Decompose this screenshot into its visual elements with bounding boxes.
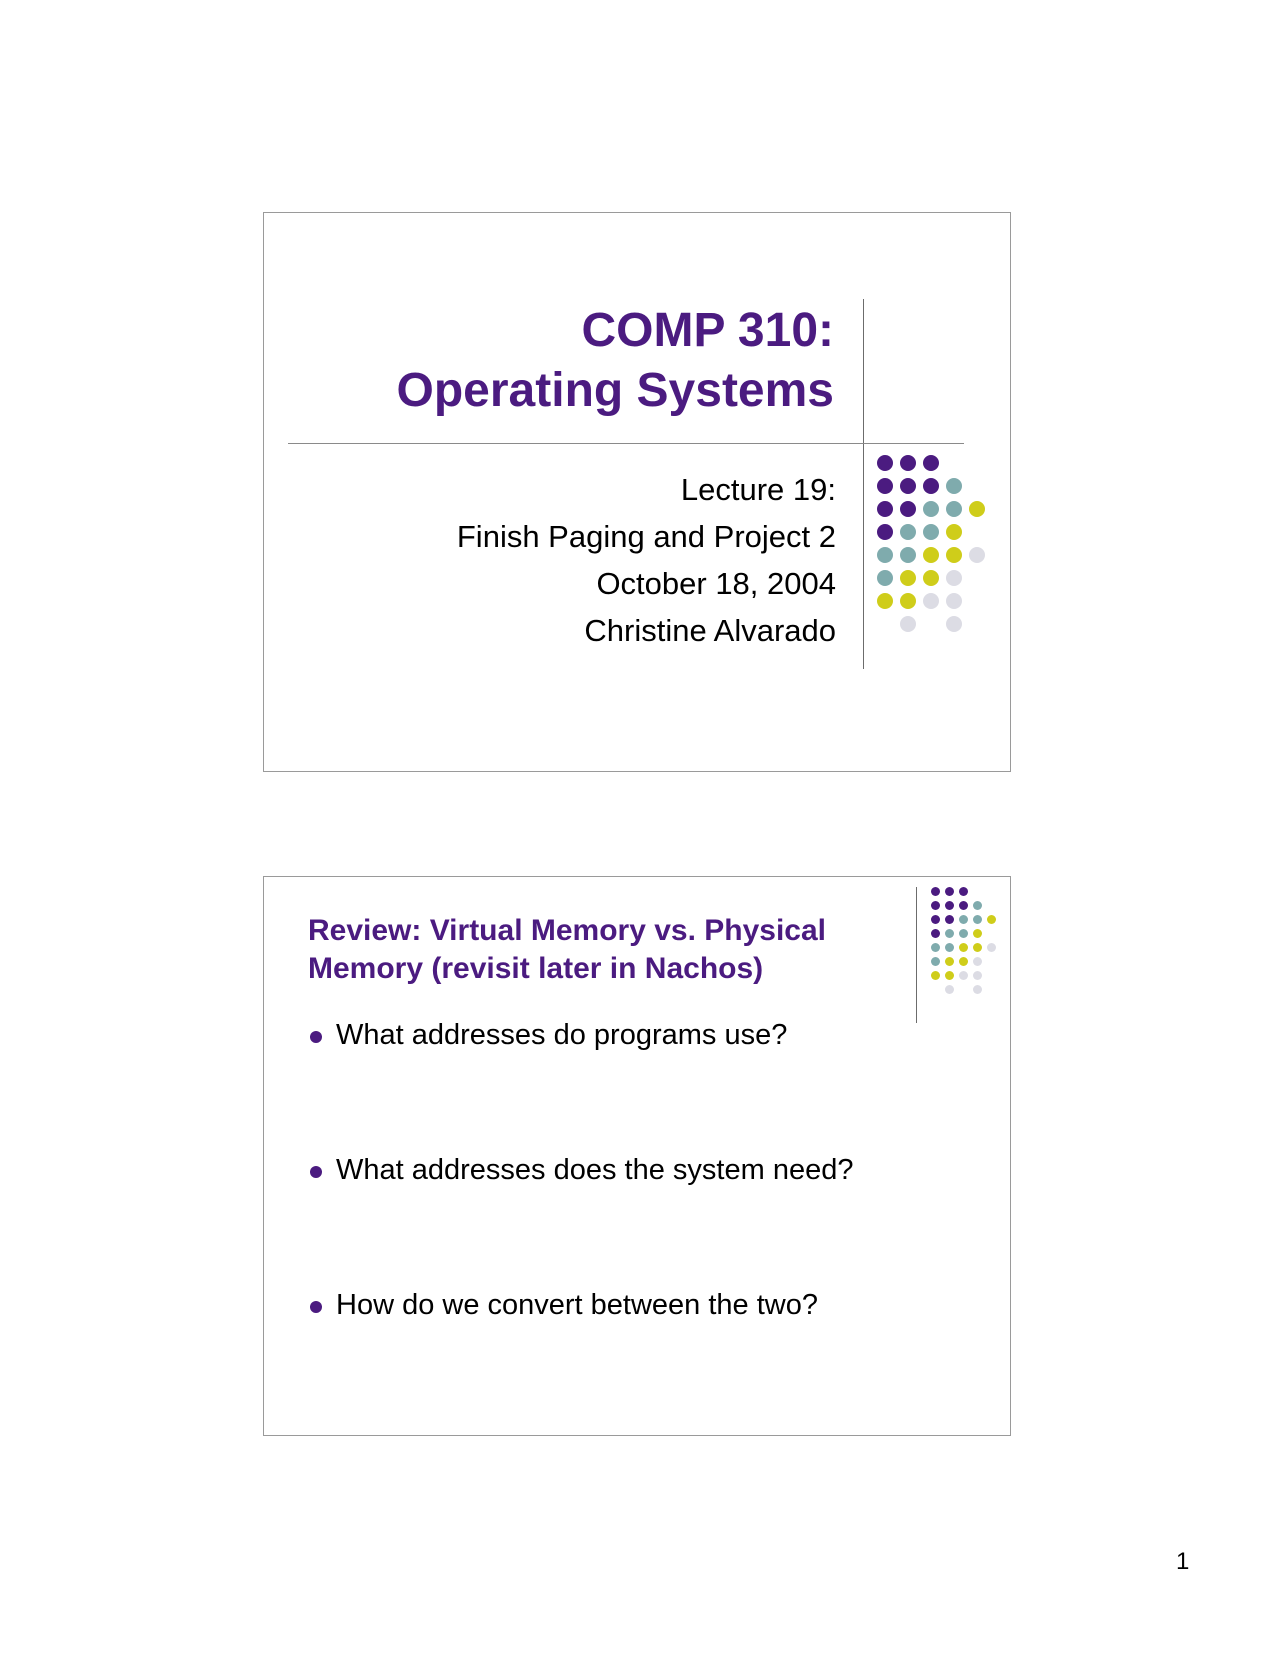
- slide-subtitle: [457, 466, 836, 654]
- decorative-dot: [923, 478, 939, 494]
- decorative-dot: [877, 455, 893, 471]
- bullet-item: [308, 1017, 853, 1053]
- bullet-list: [308, 1017, 853, 1422]
- bullet-text: How do we convert between the two?: [336, 1289, 818, 1321]
- lecture-date: October 18, 2004: [596, 566, 836, 601]
- bullet-text: What addresses does the system need?: [336, 1154, 854, 1186]
- bullet-icon: [310, 1301, 322, 1313]
- decorative-dot: [923, 570, 939, 586]
- decorative-dot: [900, 455, 916, 471]
- decorative-dot: [877, 570, 893, 586]
- decorative-dot: [959, 901, 968, 910]
- decorative-dot: [973, 971, 982, 980]
- decorative-dot: [931, 929, 940, 938]
- decorative-dot: [931, 971, 940, 980]
- decorative-dot: [877, 478, 893, 494]
- decorative-dot: [973, 929, 982, 938]
- decorative-dot: [923, 593, 939, 609]
- decorative-dot: [945, 985, 954, 994]
- lecture-topic: Finish Paging and Project 2: [456, 519, 836, 554]
- decorative-dot: [969, 547, 985, 563]
- decorative-dot: [959, 929, 968, 938]
- decorative-dot: [945, 943, 954, 952]
- decorative-dot: [959, 957, 968, 966]
- decorative-dot: [959, 887, 968, 896]
- decorative-dot: [946, 570, 962, 586]
- decorative-dot: [900, 593, 916, 609]
- decorative-dot: [900, 524, 916, 540]
- decorative-dot: [877, 547, 893, 563]
- lecturer-name: Christine Alvarado: [584, 613, 836, 648]
- decorative-dot: [923, 547, 939, 563]
- decorative-dot: [931, 915, 940, 924]
- decorative-dot: [945, 929, 954, 938]
- decorative-dot: [946, 547, 962, 563]
- decorative-dot: [959, 943, 968, 952]
- decorative-dot: [959, 915, 968, 924]
- decorative-dot: [931, 901, 940, 910]
- decorative-dot: [973, 915, 982, 924]
- decorative-dot: [877, 524, 893, 540]
- decorative-dot: [959, 971, 968, 980]
- decorative-dot: [931, 887, 940, 896]
- bullet-icon: [310, 1031, 322, 1043]
- slide-title: [397, 301, 834, 421]
- title-line: COMP 310:: [581, 304, 834, 357]
- decorative-dot: [900, 501, 916, 517]
- decorative-dot: [946, 478, 962, 494]
- title-slide: [263, 212, 1011, 772]
- decorative-dot: [946, 524, 962, 540]
- decorative-dot: [973, 901, 982, 910]
- bullet-icon: [310, 1166, 322, 1178]
- decorative-dot: [973, 985, 982, 994]
- decorative-dot: [900, 570, 916, 586]
- title-line: Operating Systems: [396, 364, 834, 417]
- decorative-dot: [931, 957, 940, 966]
- decorative-dot: [945, 901, 954, 910]
- decorative-dot: [877, 501, 893, 517]
- decorative-dot: [946, 593, 962, 609]
- decorative-dot: [946, 616, 962, 632]
- vertical-divider: [863, 299, 864, 669]
- bullet-item: [308, 1287, 853, 1323]
- decorative-dot: [945, 957, 954, 966]
- decorative-dot: [946, 501, 962, 517]
- vertical-divider: [916, 887, 917, 1023]
- decorative-dot: [923, 524, 939, 540]
- bullet-text: What addresses do programs use?: [336, 1019, 788, 1051]
- decorative-dot: [973, 943, 982, 952]
- decorative-dot: [923, 455, 939, 471]
- decorative-dot: [945, 887, 954, 896]
- decorative-dot: [987, 943, 996, 952]
- decorative-dot: [945, 915, 954, 924]
- bullet-item: [308, 1152, 853, 1188]
- decorative-dot: [945, 971, 954, 980]
- decorative-dot: [923, 501, 939, 517]
- decorative-dot: [877, 593, 893, 609]
- decorative-dot: [900, 616, 916, 632]
- decorative-dot: [969, 501, 985, 517]
- decorative-dot: [931, 943, 940, 952]
- page-number: 1: [1176, 1548, 1190, 1575]
- slide-title: [308, 912, 826, 988]
- decorative-dot: [987, 915, 996, 924]
- content-slide: [263, 876, 1011, 1436]
- decorative-dot: [900, 478, 916, 494]
- decorative-dot: [900, 547, 916, 563]
- title-line: Review: Virtual Memory vs. Physical: [308, 914, 827, 947]
- decorative-dot: [973, 957, 982, 966]
- title-line: Memory (revisit later in Nachos): [308, 952, 764, 985]
- horizontal-divider: [288, 443, 964, 444]
- lecture-number: Lecture 19:: [680, 472, 836, 507]
